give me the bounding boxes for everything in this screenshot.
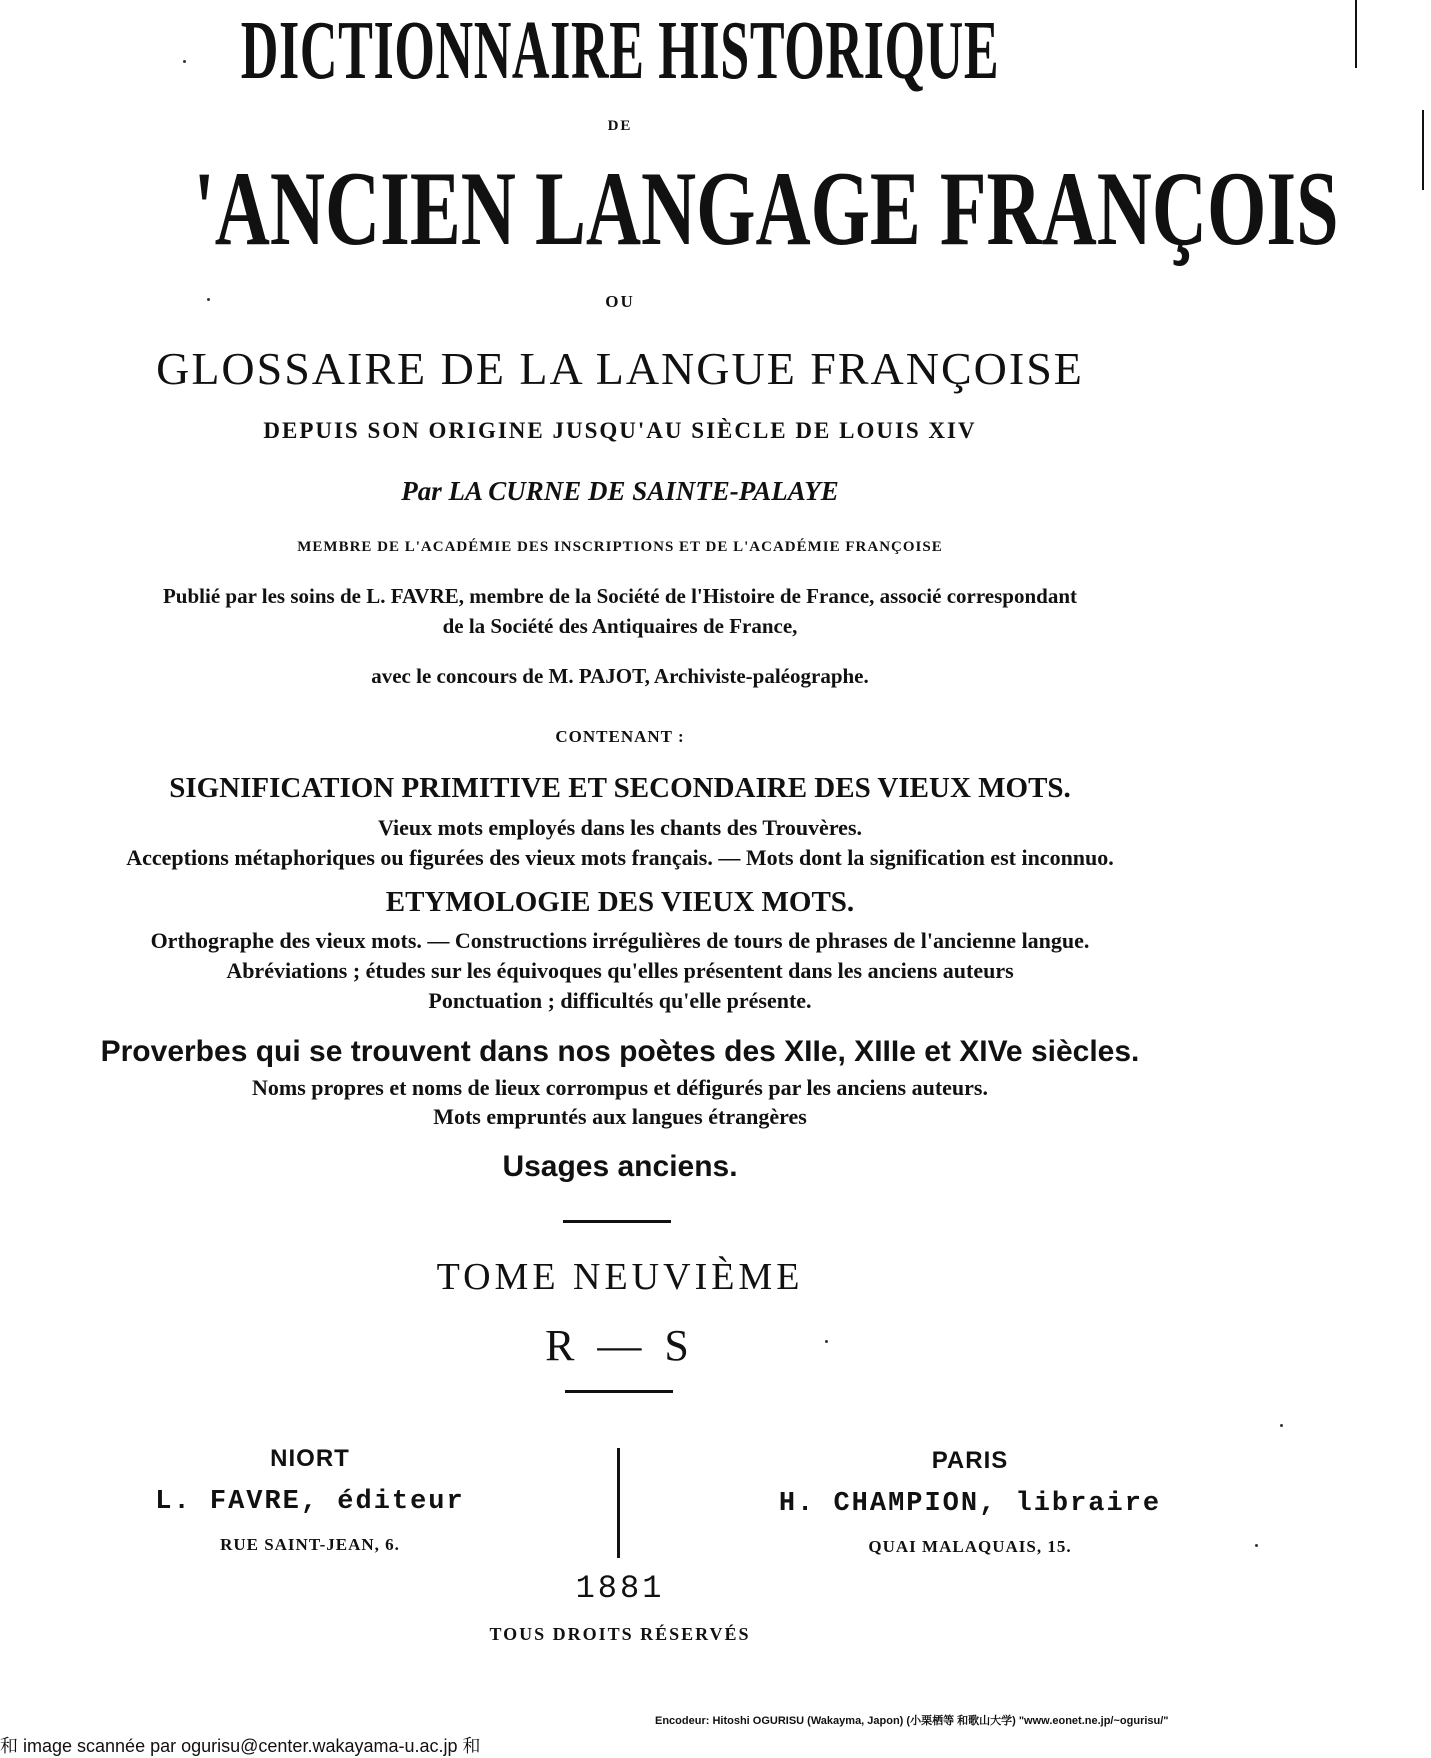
- publisher-right-address: QUAI MALAQUAIS, 15.: [868, 1537, 1072, 1556]
- contents-heading-3: Proverbes qui se trouvent dans nos poètes des XIIe, XIIIe et XIVe siècles.: [100, 1035, 1140, 1068]
- contents-label: CONTENANT :: [555, 727, 685, 746]
- divider-bottom: [565, 1390, 673, 1393]
- publisher-right-name: H. CHAMPION, libraire: [778, 1489, 1162, 1519]
- contents-line-2: Acceptions métaphoriques ou figurées des vieux mots français. — Mots dont la signification est inconnuo.: [126, 845, 1114, 870]
- publisher-right-city: PARIS: [931, 1447, 1009, 1474]
- title-line-4: DEPUIS SON ORIGINE JUSQU'AU SIÈCLE DE LOUIS XIV: [263, 418, 977, 443]
- publisher-right: [720, 1447, 1220, 1557]
- contents-line-7: Mots empruntés aux langues étrangères: [433, 1104, 807, 1129]
- publication-line-3: avec le concours de M. PAJOT, Archiviste-paléographe.: [371, 664, 869, 688]
- publisher-left-city: NIORT: [270, 1445, 350, 1472]
- contents-heading-4: Usages anciens.: [502, 1150, 738, 1183]
- volume-tome: TOME NEUVIÈME: [436, 1256, 804, 1298]
- publisher-left: [60, 1445, 560, 1555]
- scan-speck: [207, 298, 210, 301]
- publisher-separator: [617, 1448, 620, 1558]
- scan-speck: [1280, 1424, 1283, 1427]
- title-line-3: GLOSSAIRE DE LA LANGUE FRANÇOISE: [156, 343, 1084, 394]
- scan-speck: [1255, 1544, 1258, 1547]
- scan-credit: 和 image scannée par ogurisu@center.wakayama-u.ac.jp 和: [0, 1736, 481, 1756]
- volume-letters: R — S: [545, 1321, 695, 1370]
- publication-year: 1881: [575, 1570, 665, 1607]
- title-line-1: DICTIONNAIRE HISTORIQUE: [240, 4, 1000, 97]
- title-line-2: 'ANCIEN LANGAGE FRANÇOIS: [193, 150, 1339, 267]
- contents-line-1: Vieux mots employés dans les chants des Trouvères.: [377, 815, 863, 840]
- contents-heading-2: ETYMOLOGIE DES VIEUX MOTS.: [385, 886, 855, 918]
- scan-edge-mark: [1422, 110, 1424, 190]
- contents-line-4: Abréviations ; études sur les équivoques qu'elles présentent dans les anciens auteurs: [226, 958, 1014, 983]
- publication-line-2: de la Société des Antiquaires de France,: [442, 614, 798, 638]
- publication-line-1: Publié par les soins de L. FAVRE, membre de la Société de l'Histoire de France, associé correspondant: [162, 584, 1078, 608]
- divider-top: [563, 1220, 671, 1223]
- contents-heading-1: SIGNIFICATION PRIMITIVE ET SECONDAIRE DES VIEUX MOTS.: [169, 772, 1071, 804]
- title-de: DE: [607, 118, 633, 134]
- contents-line-6: Noms propres et noms de lieux corrompus et défigurés par les anciens auteurs.: [252, 1075, 988, 1100]
- contents-line-3: Orthographe des vieux mots. — Constructions irrégulières de tours de phrases de l'ancienne langue.: [150, 928, 1090, 953]
- scan-speck: [825, 1340, 828, 1343]
- contents-line-5: Ponctuation ; difficultés qu'elle présente.: [428, 988, 812, 1013]
- author-membership: MEMBRE DE L'ACADÉMIE DES INSCRIPTIONS ET DE L'ACADÉMIE FRANÇOISE: [297, 539, 943, 555]
- publisher-left-address: RUE SAINT-JEAN, 6.: [220, 1535, 400, 1554]
- title-ou: OU: [605, 292, 635, 311]
- publisher-left-name: L. FAVRE, éditeur: [155, 1487, 465, 1517]
- scan-edge-mark: [1355, 0, 1357, 68]
- author-byline: Par LA CURNE DE SAINTE-PALAYE: [401, 476, 839, 506]
- rights-notice: TOUS DROITS RÉSERVÉS: [489, 1624, 751, 1644]
- encoder-credit: Encodeur: Hitoshi OGURISU (Wakayma, Japon) (小栗栖等 和歌山大学) "www.eonet.ne.jp/~ogurisu/": [655, 1715, 1169, 1727]
- scan-speck: [183, 60, 186, 63]
